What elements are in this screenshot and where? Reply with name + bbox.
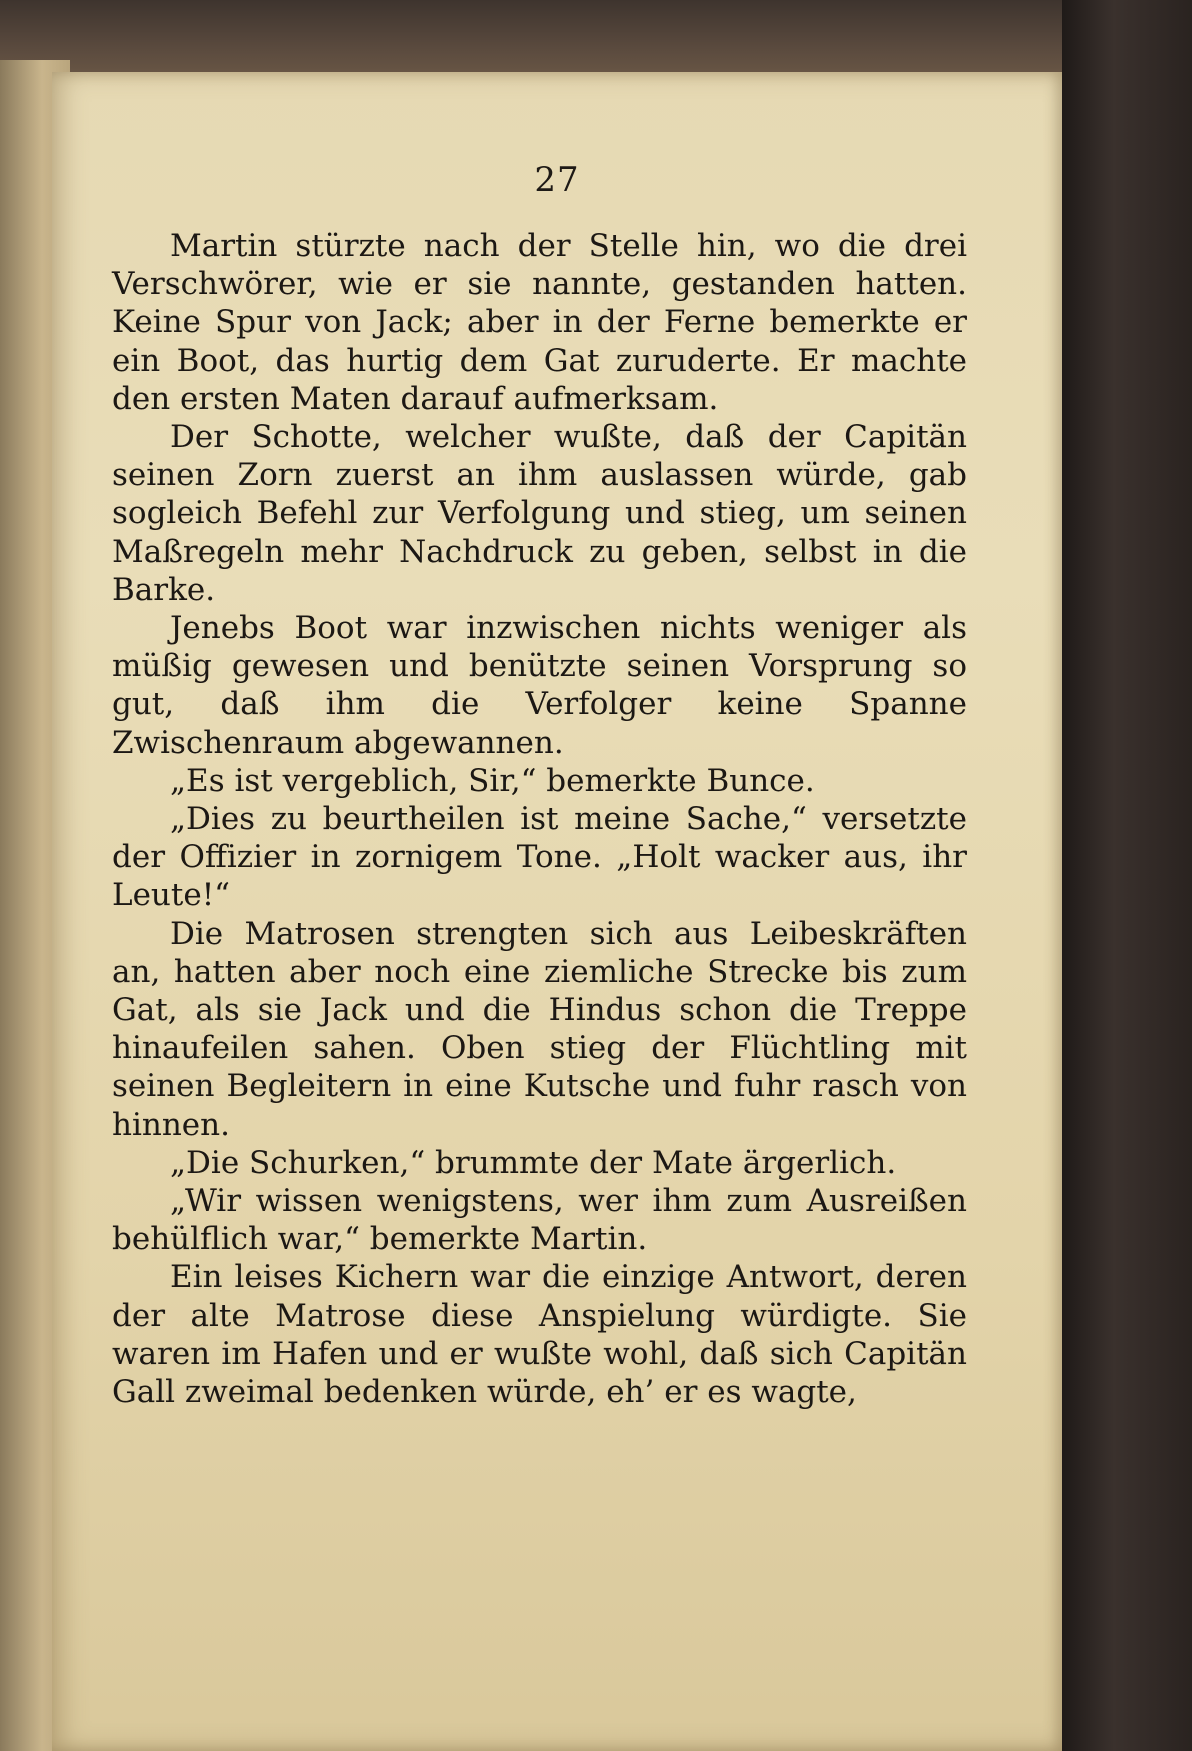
paragraph: Martin stürzte nach der Stelle hin, wo die drei Verschwörer, wie er sie nannte, gestanden hatten. Keine Spur von Jack; aber in der Ferne bemerkte er ein Boot, das hurtig dem Gat zuruderte. Er machte den ersten Maten darauf aufmerksam. [112, 228, 967, 417]
book-cover-top [0, 0, 1192, 80]
book-cover-right [1062, 0, 1192, 1751]
paragraph: „Dies zu beurtheilen ist meine Sache,“ versetzte der Offizier in zornigem Tone. „Holt wacker aus, ihr Leute!“ [112, 801, 967, 914]
paragraph: Jenebs Boot war inzwischen nichts weniger als müßig gewesen und benützte seinen Vorsprung so gut, daß ihm die Verfolger keine Spanne Zwischenraum abgewannen. [112, 610, 967, 761]
book-page [52, 72, 1062, 1751]
paragraph: „Es ist vergeblich, Sir,“ bemerkte Bunce. [170, 762, 815, 799]
paragraph: Die Matrosen strengten sich aus Leibeskräften an, hatten aber noch eine ziemliche Strecke bis zum Gat, als sie Jack und die Hindus schon die Treppe hinaufeilen sahen. Oben stieg der Flüchtling mit seinen Begleitern in eine Kutsche und fuhr rasch von hinnen. [112, 915, 967, 1143]
paragraph: Der Schotte, welcher wußte, daß der Capitän seinen Zorn zuerst an ihm auslassen würde, gab sogleich Befehl zur Verfolgung und stieg, um seinen Maßregeln mehr Nachdruck zu geben, selbst in die Barke. [112, 419, 967, 608]
paragraph: „Die Schurken,“ brummte der Mate ärgerlich. [170, 1144, 897, 1181]
page-text [112, 227, 967, 1411]
paragraph: „Wir wissen wenigstens, wer ihm zum Ausreißen behülflich war,“ bemerkte Martin. [112, 1183, 967, 1258]
page-number: 27 [534, 160, 580, 200]
paragraph: Ein leises Kichern war die einzige Antwort, deren der alte Matrose diese Anspielung würdigte. Sie waren im Hafen und er wußte wohl, daß sich Capitän Gall zweimal bedenken würde, eh’ er es wagte, [112, 1259, 967, 1411]
